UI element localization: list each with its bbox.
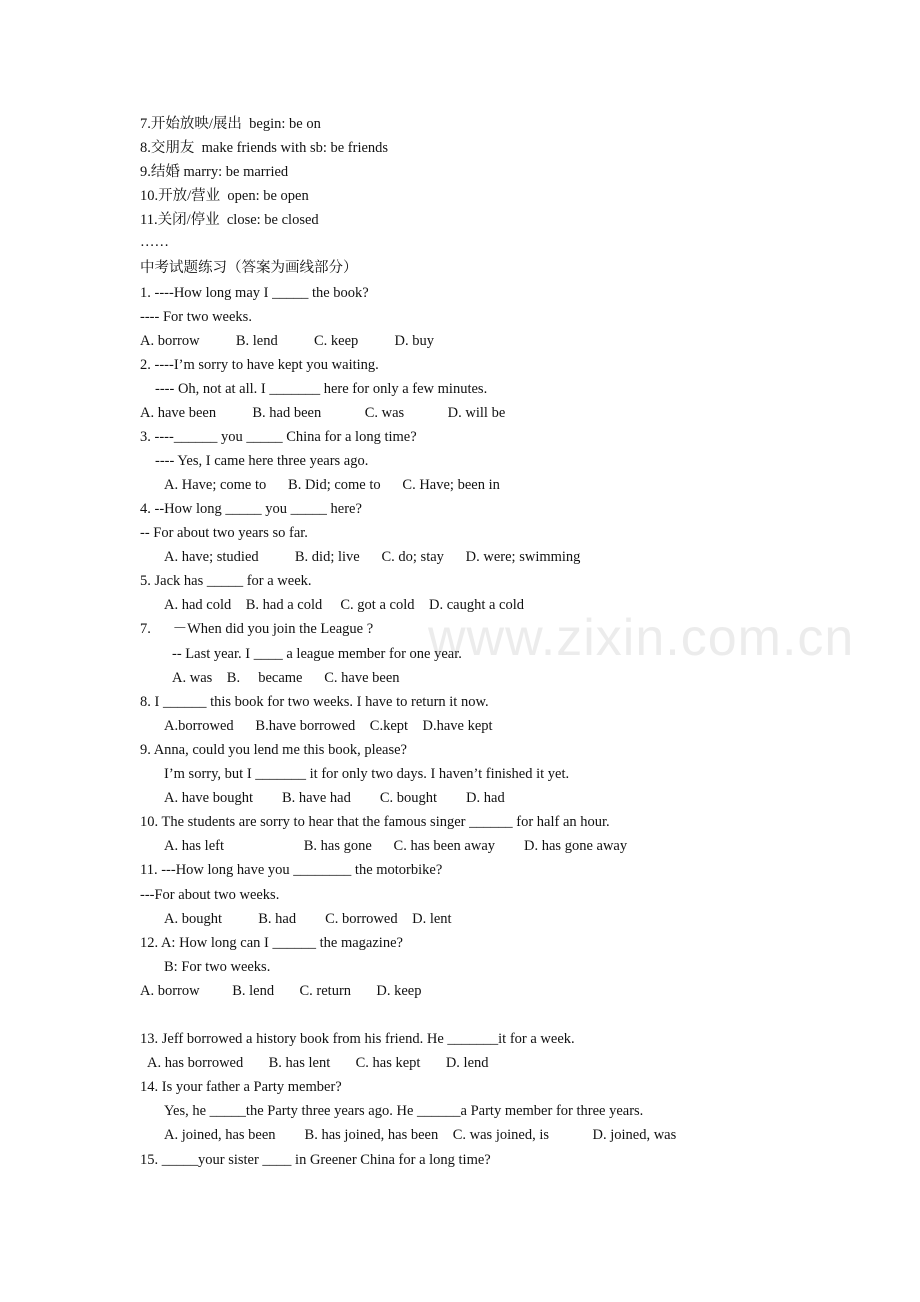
question-2: 2. ----I’m sorry to have kept you waiting.: [140, 357, 379, 373]
text-line: 11.关闭/停业 close: be closed: [140, 212, 319, 228]
text-line: 7.开始放映/展出 begin: be on: [140, 116, 321, 132]
answer-options: A. borrow B. lend C. keep D. buy: [140, 333, 435, 349]
text-line: ---- Yes, I came here three years ago.: [155, 453, 369, 469]
question-15: 15. _____your sister ____ in Greener China for a long time?: [140, 1152, 491, 1168]
ellipsis: ……: [140, 234, 169, 250]
answer-options: A. was B. became C. have been: [172, 670, 400, 686]
question-10: 10. The students are sorry to hear that the famous singer ______ for half an hour.: [140, 814, 610, 830]
answer-options: A. borrow B. lend C. return D. keep: [140, 983, 422, 999]
text-line: -- Last year. I ____ a league member for one year.: [172, 646, 462, 662]
text-line: ---- For two weeks.: [140, 309, 252, 325]
answer-options: A. have bought B. have had C. bought D. had: [164, 790, 505, 806]
question-1: 1. ----How long may I _____ the book?: [140, 285, 369, 301]
answer-options: A. Have; come to B. Did; come to C. Have; been in: [164, 477, 500, 493]
answer-options: A. joined, has been B. has joined, has been C. was joined, is D. joined, was: [164, 1127, 677, 1143]
question-3: 3. ----______ you _____ China for a long time?: [140, 429, 417, 445]
text-line: 9.结婚 marry: be married: [140, 164, 289, 180]
question-8: 8. I ______ this book for two weeks. I have to return it now.: [140, 694, 489, 710]
text-line: ---For about two weeks.: [140, 887, 280, 903]
question-12: 12. A: How long can I ______ the magazine?: [140, 935, 403, 951]
answer-options: A. has left B. has gone C. has been away D. has gone away: [164, 838, 628, 854]
section-heading: 中考试题练习（答案为画线部分）: [140, 260, 358, 276]
question-14: 14. Is your father a Party member?: [140, 1079, 342, 1095]
question-11: 11. ---How long have you ________ the motorbike?: [140, 862, 443, 878]
question-5: 5. Jack has _____ for a week.: [140, 573, 312, 589]
answer-options: A.borrowed B.have borrowed C.kept D.have kept: [164, 718, 493, 734]
answer-options: A. has borrowed B. has lent C. has kept D. lend: [147, 1055, 489, 1071]
question-4: 4. --How long _____ you _____ here?: [140, 501, 362, 517]
answer-options: A. have been B. had been C. was D. will be: [140, 405, 506, 421]
answer-options: A. have; studied B. did; live C. do; stay D. were; swimming: [164, 549, 581, 565]
text-line: 10.开放/营业 open: be open: [140, 188, 309, 204]
answer-options: A. had cold B. had a cold C. got a cold D. caught a cold: [164, 597, 525, 613]
watermark: www.zixin.com.cn: [428, 609, 855, 667]
text-line: 8.交朋友 make friends with sb: be friends: [140, 140, 389, 156]
text-line: Yes, he _____the Party three years ago. He ______a Party member for three years.: [164, 1103, 644, 1119]
question-7: 7. －When did you join the League ?: [140, 621, 374, 637]
answer-options: A. bought B. had C. borrowed D. lent: [164, 911, 452, 927]
text-line: B: For two weeks.: [164, 959, 271, 975]
text-line: ---- Oh, not at all. I _______ here for only a few minutes.: [155, 381, 488, 397]
text-line: -- For about two years so far.: [140, 525, 308, 541]
text-line: I’m sorry, but I _______ it for only two days. I haven’t finished it yet.: [164, 766, 570, 782]
question-13: 13. Jeff borrowed a history book from his friend. He _______it for a week.: [140, 1031, 575, 1047]
question-9: 9. Anna, could you lend me this book, please?: [140, 742, 407, 758]
